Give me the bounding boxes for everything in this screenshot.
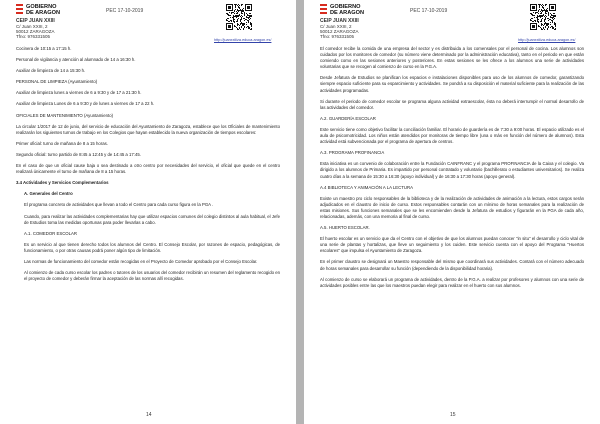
section-title: A.5. HUERTO ESCOLAR. [320, 225, 370, 231]
paragraph: Al comienzo de cada curso escolar los padres o tutores de los usuarios del comedor recibirán un resumen del reglamento recogido en el proyecto de comedor y deberán firmar la aceptación de las normas allí recogidas. [24, 270, 280, 282]
school-info [16, 18, 55, 39]
logo-line-2: DE ARAGON [330, 10, 364, 16]
section-title: A.3. PROGRAMA PROFINANCIA [320, 150, 385, 156]
paragraph: Primer oficial: turno de mañana de 8 a 15 horas. [16, 140, 108, 146]
page-header [16, 4, 280, 46]
pec-date: PEC 17-10-2019 [410, 8, 448, 14]
section-title: A.1. COMEDOR ESCOLAR [24, 230, 78, 236]
section-heading: 3.4 Actividades y Servicios Complementarios [16, 180, 109, 186]
paragraph: Desde Jefatura de Estudios se planifican los espacios e instalaciones disponibles para uso de los alumnos de comedor, garantizando siempre espacio suficiente para su esparcimiento y actividades. Se pondrá a su disposición el material suficiente para la realización de las actividades programadas. [320, 75, 584, 93]
paragraph: Auxiliar de limpieza lunes a viernes de 6 a 9:30 y de 17 a 21:30 h. [16, 90, 142, 96]
paragraph: En el primer claustro se designará un Maestro responsable del mismo que coordinará sus actividades. Contará con el número adecuado de horas semanales para desarrollar su función (dependiendo de la disponibilidad horaria). [320, 259, 584, 271]
section-title: A.2. GUARDERÍA ESCOLAR [320, 115, 376, 121]
paragraph: El huerto escolar es un servicio que da el Centro con el objetivo de que los alumnos puedan conocer "in situ" el desarrollo y ciclo vital de una serie de plantas y hortalizas, que lleve un seguimiento y los cuiden. Este servicio cuenta con el apoyo del Programa "Huertos escolares" que impulsa el Ayuntamiento de Zaragoza. [320, 236, 584, 254]
paragraph: En el caso de que un oficial cause baja o sea destinado a otro centro por necesidades del servicio, el oficial que quede en el centro realizará únicamente el turno de mañana de 8 a 15 horas. [16, 163, 280, 175]
paragraph: Auxiliar de limpieza de 14 a 15:30 h. [16, 68, 86, 74]
government-logo [320, 4, 364, 16]
school-address-1: C/ Juan XXIII, 2 [16, 24, 48, 29]
paragraph: La circular 1/2017 de 12 de junio, del servicio de educación del Ayuntamiento de Zaragoza, establece que los Oficiales de mantenimiento realizarán los siguientes turnos de trabajo en los Colegios que hayan establecido la nueva organización de tiempos escolares: [16, 123, 280, 135]
school-url-link[interactable]: http://juanxxiiiza.educa.aragon.es/ [214, 38, 272, 42]
page-body [16, 46, 280, 282]
school-address-2: 50012 ZARAGOZA [320, 29, 359, 34]
logo-line-1: GOBIERNO [330, 4, 361, 10]
paragraph: Segundo oficial: turno partido de 8:45 a 12:45 y de 14:45 a 17:45. [16, 151, 141, 157]
school-name: CEIP JUAN XXIII [320, 18, 359, 24]
school-phone: Tfno: 976331505 [16, 34, 51, 39]
paragraph: Al comienzo de curso se elaborará un programa de actividades, dentro de la P.G.A. a realizar por profesores y alumnos con una serie de actividades posibles entre las que los maestros puedan elegir para realizar en el huerto con sus alumnos. [320, 276, 584, 288]
paragraph: Personal de vigilancia y atención al alumnado de 14 a 16:30 h. [16, 57, 136, 63]
government-logo [16, 4, 60, 16]
page-number: 15 [450, 412, 456, 418]
paragraph: Existe un maestro pro ciclo responsables de la biblioteca y de la realización de actividades de animación a la lectura, estos cargos serán adjudicados en el claustro de inicio de curso. Estos responsables contarán con un mínimo de horas semanales para la realización de estas misiones. Sus funciones semanales que se les encomienden desde la Jefatura de estudios y figurarán en la PGA de cada año, relacionadas, además, con una memoria al final de curso. [320, 195, 584, 219]
paragraph: El comedor recibe la comida de una empresa del sector y es distribuida a los comensales por el personal de cocina. Los alumnos son cuidados por los monitores de comedor (su número viene determinado por la administración educativa), tanto en el periodo en que están comiendo como en las sesiones anteriores y posteriores. En estas sesiones se les ofrece a los alumnos una serie de actividades voluntarias que se recogen al comienzo de curso en la P.G.A. [320, 46, 584, 70]
qr-code-icon [226, 4, 252, 30]
section-title: A.4 BIBLIOTECA Y ANIMACIÓN A LA LECTURA [320, 184, 413, 190]
page-left [0, 0, 296, 424]
logo-line-2: DE ARAGON [26, 10, 60, 16]
paragraph: El programa concreto de actividades que llevan a todo el Centro para cada curso figura en la PGA . [24, 202, 214, 208]
pec-date: PEC 17-10-2019 [106, 8, 144, 14]
page-right [304, 0, 600, 424]
paragraph: Las normas de funcionamiento del comedor están recogidas en el Proyecto de Comedor aprobado por el Consejo Escolar. [24, 258, 258, 264]
qr-code-icon [530, 4, 556, 30]
subsection-heading: A. Generales del Centro [24, 191, 73, 197]
paragraph: Si durante el periodo de comedor escolar se programa alguna actividad extraescolar, ésta no deberá interrumpir el normal desarrollo de las actividades del comedor. [320, 98, 584, 110]
page-body [320, 46, 584, 289]
aragon-flag-icon [16, 4, 23, 14]
paragraph: Cuando, para realizar las actividades complementarias hay que utilizar espacios comunes del colegio distintos al aula habitual, el Jefe de Estudios toma las medidas oportunas para poder llevarlas a cabo. [24, 213, 280, 225]
school-url-link[interactable]: http://juanxxiiiza.educa.aragon.es/ [518, 38, 576, 42]
section-title: OFICIALES DE MANTENIMIENTO (Ayuntamiento) [16, 112, 114, 118]
school-info [320, 18, 359, 39]
paragraph: Auxiliar de limpieza Lunes de 6 a 9:30 y de lunes a viernes de 17 a 22 h. [16, 101, 155, 107]
page-number: 14 [146, 412, 152, 418]
paragraph: Es un servicio al que tienen derecho todos los alumnos del Centro. El Consejo Escolar, por razones de espacio, pedagógicas, de funcionamiento, o por otras causas podrá poner algún tipo de limitación. [24, 241, 280, 253]
section-title: PERSONAL DE LIMPIEZA (Ayuntamiento) [16, 79, 98, 85]
aragon-flag-icon [320, 4, 327, 14]
school-address-2: 50012 ZARAGOZA [16, 29, 55, 34]
logo-line-1: GOBIERNO [26, 4, 57, 10]
paragraph: Cocinera de 10:15 a 17:15 h. [16, 46, 72, 51]
school-address-1: C/ Juan XXIII, 2 [320, 24, 352, 29]
paragraph: Este servicio tiene como objetivo facilitar la conciliación familiar. El horario de guardería es de 7:30 a 9:00 horas. El espacio utilizado es el aula de psicomotricidad. Los niños están atendidos por monitoras de tiempo libre (una o más en función del número de alumnos). Esta actividad está subvencionada por el programa de apertura de centros. [320, 126, 584, 145]
paragraph: Esta iniciativa es un convenio de colaboración entre la Fundación CAINFRANC y el programa PROFINANCIA de la Caixa y el colegio. Va dirigido a los alumnos de Primaria. Es impartido por personal contratado y voluntario (bachillerato o estudiantes universitarios). Se realiza cuatro días a la semana de 15:30 a 16:30 (apoyo individual) y de 16:30 a 17:30 horas (apoyo general). [320, 161, 584, 179]
page-header [320, 4, 584, 46]
school-phone: Tfno: 976331505 [320, 34, 355, 39]
school-name: CEIP JUAN XXIII [16, 18, 55, 24]
